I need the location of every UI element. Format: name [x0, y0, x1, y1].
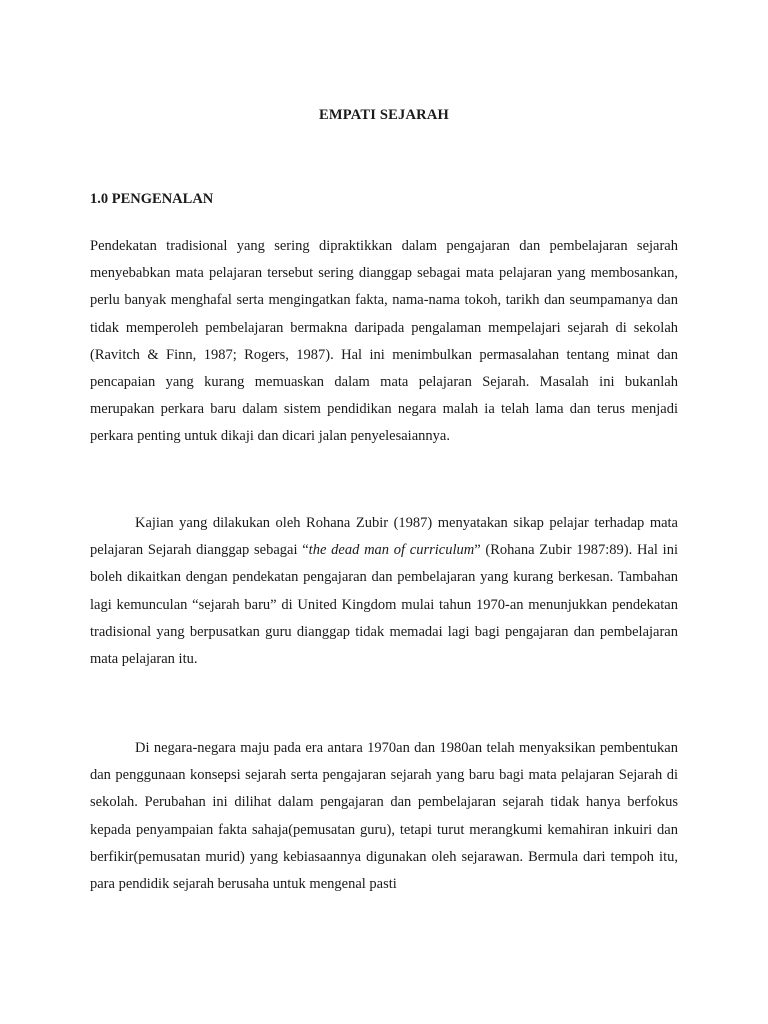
document-title: EMPATI SEJARAH — [319, 107, 449, 123]
paragraph-2-text-end: ” (Rohana Zubir 1987:89). Hal ini boleh dikaitkan dengan pendekatan pengajaran dan pembelajaran yang kurang berkesan. Tambahan lagi kemunculan “sejarah baru” di United Kingdom mulai tahun 1970-an menunjukkan pendekatan tradisional yang berpusatkan guru dianggap tidak memadai lagi bagi pengajaran dan pembelajaran mata pelajaran itu. — [90, 542, 678, 668]
section-heading: 1.0 PENGENALAN — [90, 191, 214, 207]
paragraph-2 — [90, 510, 678, 673]
paragraph-2-text-start: Kajian yang dilakukan oleh Rohana Zubir (1987) menyatakan sikap pelajar terhadap mata pelajaran Sejarah dianggap sebagai “ — [90, 515, 678, 559]
paragraph-2-italic-quote: the dead man of curriculum — [308, 542, 475, 559]
paragraph-1: Pendekatan tradisional yang sering dipraktikkan dalam pengajaran dan pembelajaran sejarah menyebabkan mata pelajaran tersebut sering dianggap sebagai mata pelajaran yang membosankan, perlu banyak menghafal serta mengingatkan fakta, nama-nama tokoh, tarikh dan seumpamanya dan tidak memperoleh pembelajaran bermakna daripada pengalaman mempelajari sejarah di sekolah (Ravitch & Finn, 1987; Rogers, 1987). Hal ini menimbulkan permasalahan tentang minat dan pencapaian yang kurang memuaskan dalam mata pelajaran Sejarah. Masalah ini bukanlah merupakan perkara baru dalam sistem pendidikan negara malah ia telah lama dan terus menjadi perkara penting untuk dikaji dan dicari jalan penyelesaiannya. — [90, 238, 678, 445]
paragraph-3: Di negara-negara maju pada era antara 1970an dan 1980an telah menyaksikan pembentukan dan penggunaan konsepsi sejarah serta pengajaran sejarah yang baru bagi mata pelajaran Sejarah di sekolah. Perubahan ini dilihat dalam pengajaran dan pembelajaran sejarah tidak hanya berfokus kepada penyampaian fakta sahaja(pemusatan guru), tetapi turut merangkumi kemahiran inkuiri dan berfikir(pemusatan murid) yang kebiasaannya digunakan oleh sejarawan. Bermula dari tempoh itu, para pendidik sejarah berusaha untuk mengenal pasti — [90, 740, 678, 893]
